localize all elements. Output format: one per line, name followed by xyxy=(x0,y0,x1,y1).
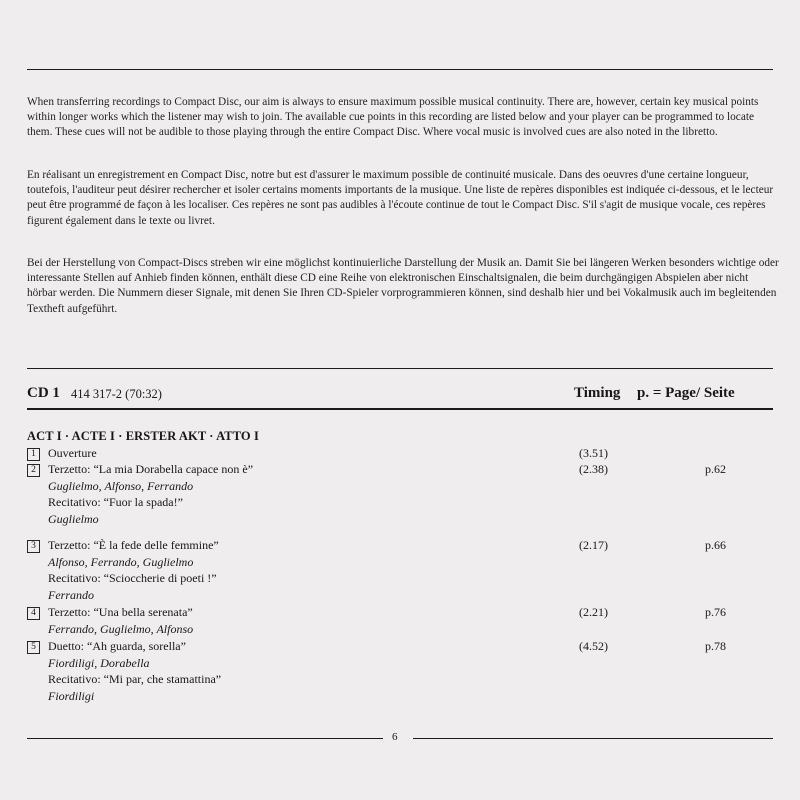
track-performers: Guglielmo xyxy=(48,511,99,526)
track-number-box: 4 xyxy=(27,607,40,620)
track-lines xyxy=(48,445,97,462)
track-title: Terzetto: “La mia Dorabella capace non è” xyxy=(48,462,254,476)
track-title: Recitativo: “Mi par, che stamattina” xyxy=(48,672,222,686)
track-duration: (4.52) xyxy=(579,639,608,653)
track-title: Recitativo: “Fuor la spada!” xyxy=(48,495,183,509)
intro-german: Bei der Herstellung von Compact-Discs streben wir eine möglichst kontinuierliche Darstellung der Musik an. Damit Sie bei längeren Werken besonders wichtige oder interessante Stellen auf Anhieb finden können, enthält diese CD eine Reihe von elektronischen Einschaltsignalen, die beim durchgängigen Abspielen aber nicht hörbar werden. Die Nummern dieser Signale, mit denen Sie Ihren CD-Spieler vorprogrammieren können, sind deshalb hier und bei Vokalmusik auch im begleitenden Textheft aufgeführt. xyxy=(27,257,779,315)
track-title: Duetto: “Ah guarda, sorella” xyxy=(48,639,186,653)
track-duration: (2.17) xyxy=(579,538,608,552)
track-lines xyxy=(48,537,219,603)
top-rule xyxy=(27,69,773,70)
cd-catalog: 414 317-2 (70:32) xyxy=(71,387,162,401)
track-number-box: 5 xyxy=(27,641,40,654)
intro-french: En réalisant un enregistrement en Compact Disc, notre but est d'assurer le maximum possible de continuité musicale. Dans des oeuvres d'une certaine longueur, toutefois, l'auditeur peut désirer rechercher et isoler certains moments importants de la musique. Une liste de repères disponibles est indiquée ci-dessous, et le lecteur peut être programmé de façon à les localiser. Ces repères ne sont pas audibles à l'écoute continue de tout le Compact Disc. S'il s'agit de musique vocale, ces repères figurent également dans le texte ou livret. xyxy=(27,169,774,227)
cd-header-underline xyxy=(27,408,773,410)
track-performers: Fiordiligi xyxy=(48,688,95,703)
track-number-box: 3 xyxy=(27,540,40,553)
track-page-ref: p.62 xyxy=(705,462,726,476)
act-heading: ACT I · ACTE I · ERSTER AKT · ATTO I xyxy=(27,429,259,443)
track-page-ref: p.76 xyxy=(705,605,726,619)
track-lines xyxy=(48,604,193,637)
intro-english: When transferring recordings to Compact Disc, our aim is always to ensure maximum possible musical continuity. There are, however, certain key musical points within longer works which the listener may wish to join. The available cue points in this recording are listed below and your player can be programmed to locate them. These cues will not be audible to those playing through the entire Compact Disc. Where vocal music is involved cues are also noted in the libretto. xyxy=(27,96,759,139)
bottom-rule-left xyxy=(27,738,383,739)
track-title: Terzetto: “Una bella serenata” xyxy=(48,605,193,619)
track-performers: Ferrando xyxy=(48,587,94,602)
track-page-ref: p.66 xyxy=(705,538,726,552)
track-lines xyxy=(48,461,253,527)
cd-label: CD 1 xyxy=(27,385,60,401)
track-performers: Guglielmo, Alfonso, Ferrando xyxy=(48,478,194,493)
bottom-rule-right xyxy=(413,738,773,739)
track-duration: (2.21) xyxy=(579,605,608,619)
track-number-box: 1 xyxy=(27,448,40,461)
cd-header xyxy=(27,385,772,407)
cd-header-rule xyxy=(27,368,773,369)
track-performers: Fiordiligi, Dorabella xyxy=(48,655,150,670)
page-number: 6 xyxy=(392,731,398,743)
track-performers: Ferrando, Guglielmo, Alfonso xyxy=(48,621,194,636)
page-legend: p. = Page/ Seite xyxy=(637,385,735,401)
track-number-box: 2 xyxy=(27,464,40,477)
track-page-ref: p.78 xyxy=(705,639,726,653)
track-title: Ouverture xyxy=(48,446,97,460)
timing-label: Timing xyxy=(574,385,621,401)
track-duration: (3.51) xyxy=(579,446,608,460)
track-title: Recitativo: “Scioccherie di poeti !” xyxy=(48,571,217,585)
track-performers: Alfonso, Ferrando, Guglielmo xyxy=(48,554,194,569)
track-lines xyxy=(48,638,221,704)
track-title: Terzetto: “È la fede delle femmine” xyxy=(48,538,219,552)
track-duration: (2.38) xyxy=(579,462,608,476)
